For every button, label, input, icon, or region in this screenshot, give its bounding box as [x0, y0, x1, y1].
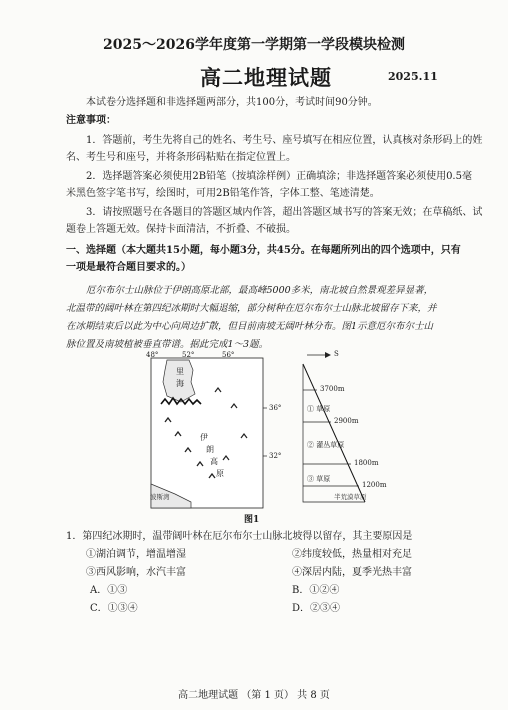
passage-line-4: 脉位置及南坡植被垂直带谱。据此完成1～3题。	[66, 339, 269, 350]
passage-line-3: 在冰期结束后以此为中心向周边扩散，但目前南坡无阔叶林分布。图1示意厄尔布尔士山	[66, 321, 434, 332]
q1-statement-1: ①湖泊调节，增温增湿	[86, 549, 186, 560]
section-heading-line-2: 一项是最符合题目要求的。）	[66, 262, 191, 273]
persian-gulf-label: 波斯湾	[150, 493, 170, 501]
elev-1200-label: 1200m	[362, 481, 387, 489]
passage-line-2: 北温带的阔叶林在第四纪冰期时大幅退缩，部分树种在厄尔布尔士山脉北坡留存下来，并	[66, 303, 437, 314]
zone-2-label: ② 灌丛草原	[307, 441, 345, 449]
q1-option-b: B．①②④	[292, 585, 340, 596]
q1-statement-3: ③西风影响，水汽丰富	[86, 567, 186, 578]
lon-48-label: 48°	[146, 351, 159, 359]
q1-statement-4: ④深居内陆，夏季光热丰富	[292, 567, 412, 578]
notice-item-1-line-2: 名、考生号和座号，并将条形码粘贴在指定位置上。	[66, 152, 296, 163]
section-heading-line-1: 一、选择题（本大题共15小题，每小题3分，共45分。在每题所列出的四个选项中，只有	[66, 245, 461, 256]
lat-36-label: 36°	[269, 404, 282, 412]
notice-item-1-line-1: 1．答题前，考生先将自己的姓名、考生号、座号填写在相应位置，认真核对条形码上的姓	[86, 135, 483, 146]
q1-statement-2: ②纬度较低，热量相对充足	[292, 549, 412, 560]
question-1-stem: 1．第四纪冰期时，温带阔叶林在厄尔布尔士山脉北坡得以留存，其主要原因是	[66, 531, 413, 542]
notice-item-3-line-1: 3．请按照题号在各题目的答题区域内作答，超出答题区域书写的答案无效；在草稿纸、试	[86, 207, 483, 218]
elev-2900-label: 2900m	[334, 417, 359, 425]
q1-option-c: C．①③④	[90, 603, 138, 614]
plateau-label-2: 朗	[206, 445, 214, 454]
zone-3-label: ③ 草原	[307, 475, 331, 483]
lon-56-label: 56°	[222, 351, 235, 359]
q1-option-d: D．②③④	[292, 603, 341, 614]
elev-1800-label: 1800m	[354, 459, 379, 467]
plateau-label-3: 高	[210, 457, 218, 466]
caspian-label-1: 里	[176, 367, 184, 376]
notice-item-2-line-1: 2．选择题答案必须使用2B铅笔（按填涂样例）正确填涂；非选择题答案必须使用0.5毫	[86, 171, 472, 182]
lon-52-label: 52°	[182, 351, 195, 359]
plateau-label-1: 伊	[200, 433, 208, 442]
direction-label: S	[334, 350, 339, 358]
notice-heading: 注意事项：	[66, 115, 116, 126]
zone-4-label: 半荒漠草原	[334, 493, 367, 501]
passage-line-1: 厄尔布尔士山脉位于伊朗高原北部，最高峰5000多米，南北坡自然景观差异显著，	[86, 285, 434, 296]
zone-1-label: ① 草原	[307, 405, 331, 413]
lat-32-label: 32°	[269, 452, 282, 460]
exam-title: 2025～2026学年度第一学期第一学段模块检测	[103, 37, 405, 53]
intro-text: 本试卷分选择题和非选择题两部分，共100分，考试时间90分钟。	[86, 97, 378, 108]
caspian-label-2: 海	[176, 379, 184, 388]
figure-caption: 图1	[244, 515, 260, 525]
zone-arrowhead	[325, 352, 331, 358]
notice-item-2-line-2: 米黑色签字笔书写，绘图时，可用2B铅笔作答，字体工整、笔迹清楚。	[66, 188, 380, 199]
elev-3700-label: 3700m	[320, 385, 345, 393]
notice-item-3-line-2: 题卷上答题无效。保持卡面清洁，不折叠、不破损。	[66, 224, 296, 235]
exam-date: 2025.11	[388, 70, 438, 83]
page-footer: 高二地理试题 （第 1 页） 共 8 页	[178, 690, 330, 701]
exam-subtitle: 高二地理试题	[200, 65, 332, 90]
q1-option-a: A．①③	[90, 585, 128, 596]
plateau-label-4: 原	[216, 469, 224, 478]
